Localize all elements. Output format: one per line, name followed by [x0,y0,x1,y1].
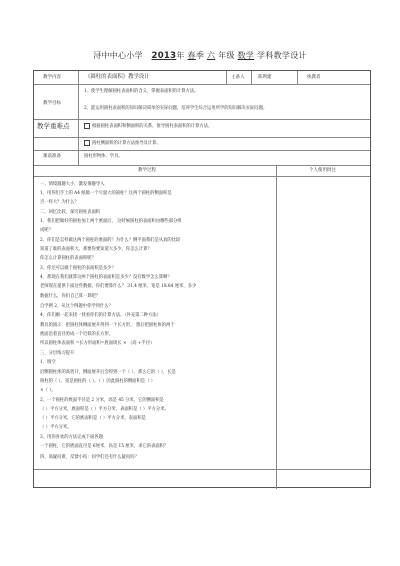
process-line: 一个圆柱，它的底面直径是 6厘米，高是 15 厘米，求它的表面积？ [40,444,169,449]
row-divider [34,165,370,166]
year-suffix: 年 [176,51,185,60]
process-line: 三、分层练习提升 [40,351,75,356]
grade-suffix: 年级 [218,51,235,60]
process-line: 1、用你们手上的 A4 纸做一个尽量大的圆柱？这两个圆柱的侧面积是 [40,191,172,196]
row-divider [34,176,370,177]
process-line: 二、回忆比较，探究圆柱表面积 [40,210,101,215]
subject: 数学 [237,51,255,60]
process-line: 自学例 2、从这个例题中你学到什么？ [40,304,113,309]
process-line: 老师现在提供下面这些数据，你们要算什么？ 31.4 厘米，宽是 18.84 厘米，多少 [40,284,197,289]
row-divider [34,137,370,138]
process-line: 一、情境激趣大小，激发情趣导入 [40,182,105,187]
process-header: 教学过程 [138,168,156,173]
doc-title: 学科教学设计 [257,51,307,60]
key-point-item [84,123,212,130]
process-line: 4、你们刚一起来找一找看你们的计算方法。（补充第二种方法） [40,313,161,318]
process-line: 教具的演示：把圆柱体侧面展开得到一个长方形。 想后把圆柱体的两个 [40,323,175,328]
process-line: 底面沿着直径剪成一个近似的长方形。 [40,332,114,337]
season-suffix: 季 [195,51,205,60]
prep-label: 课前准备 [43,154,61,159]
prep-value: 圆柱形物体、学具。 [84,154,123,159]
grade: 六 [206,51,216,60]
key-point-item [84,140,161,147]
process-line: 否一样大？为什么？ [40,200,79,205]
col-divider [251,71,252,84]
notes-header: 个人使用批注 [309,168,336,173]
goal-item: 2、能运用圆柱表面积的知识解决简单的实际问题，培养学生综合运用所学的知识解决实际问题。 [84,106,268,111]
process-line: 1、我们把做好的圆柱加上两个底面后， 这时候圆柱的表面积由哪些部分组 [40,219,182,224]
lead-value: 陈利建 [258,75,272,80]
process-line: （ ）平方分米，底面积是（ ）平方分米，表面积是（ ）平方分米。 [40,407,169,412]
col-divider [226,71,227,84]
process-line: 所以圆柱体表面积 =长方形面积=底面周长 × （高 +半径） [40,341,155,346]
goals-label: 教学目标 [43,101,61,106]
col-divider [78,71,79,165]
key-point-text: 根据圆柱表面积和侧面积的关系，推导圆柱表面积的计算方法。 [92,124,213,129]
row-divider [34,469,370,470]
process-line: （ ）平方分米。 [40,425,72,430]
lesson-plan-table [33,70,371,488]
goal-item: 1、使学生理解圆柱表面积的含义，掌握表面积的计算方法。 [84,89,199,94]
checkbox-icon [84,123,90,129]
process-line: 4、那现在我们就算这两个圆柱的表面积是多少？没有数学怎么算啊？ [40,275,172,280]
process-line: 你怎么计算圆柱的表面积呢？ [40,256,96,261]
process-line: （ ）平方分米，它的底面积是（ ）平方分米，表面积是 [40,416,146,421]
process-line: 成呢？ [40,228,53,233]
key-points-label: 教学重难点 [37,122,70,130]
year: 2013 [151,51,177,61]
process-line: 1、填空 [40,360,56,365]
teacher-label: 执教者 [307,75,321,80]
page-title [0,50,400,61]
process-line: 2、你们是怎样做这两个圆柱的底面的？为什么？侧平面我们是从真的比较 [40,238,181,243]
season: 春 [187,51,196,60]
process-line: 沿侧圆柱体的高剪开，侧面展开后会得到一个（ ），那么它的（ ），长是 [40,370,176,375]
col-divider [276,165,277,489]
content-value: 《圆柱的表面积》教学设计 [85,74,150,80]
process-line: 3、你还可以做个圆柱的表面积是多少？ [40,266,116,271]
process-line: ×（ ）。 [40,388,56,393]
process-line: 圆柱的（ ），宽是圆柱的（ ）。（ ）因此圆柱的侧面积是（ ） [40,379,156,384]
process-line: 知道了谁的表面积大。那要你要知道大多少，你怎么计算？ [40,247,152,252]
lead-label: 主备人 [231,75,245,80]
process-line: 3、用你喜欢的方法完成下面各题 [40,435,103,440]
row-divider [34,150,370,151]
process-line: 四、质疑问难，反馈小结：同学们还有什么疑问吗？ [40,455,139,460]
process-line: 数据什么，你们自己算一算吧？ [40,294,101,299]
key-point-text: 圆柱侧面积的计算方法推导及计算。 [92,141,161,146]
row-divider [34,119,370,120]
content-label: 教学内容 [43,75,61,80]
process-line: 2、一个圆柱的底面半径是 2 分米，高是 45 分米，它的侧面积是 [40,398,164,403]
col-divider [297,71,298,84]
checkbox-icon [84,140,90,146]
row-divider [34,84,370,85]
school-name: 浔中中心小学 [93,51,143,60]
